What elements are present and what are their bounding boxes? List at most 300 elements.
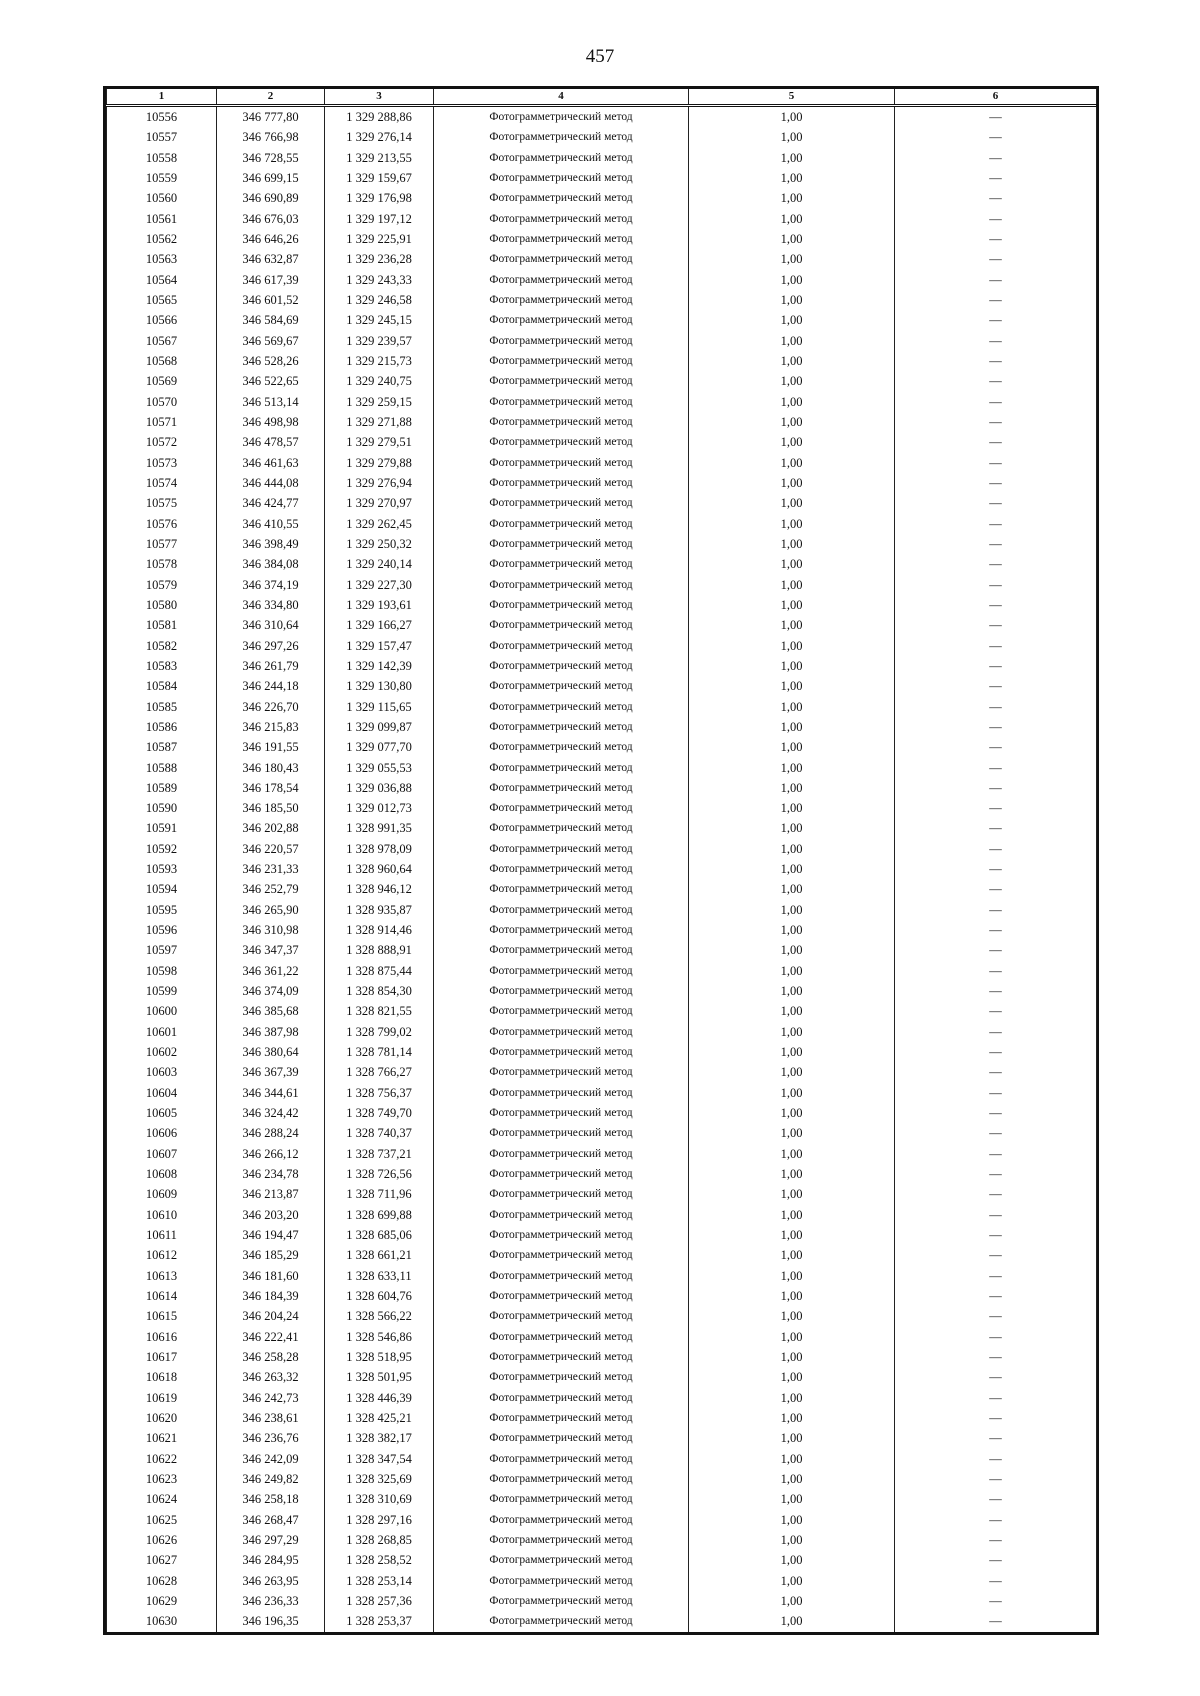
point-number-cell: 10621 (107, 1428, 217, 1448)
table-row (107, 1164, 1097, 1184)
accuracy-cell: 1,00 (689, 1266, 895, 1286)
note-cell: — (895, 1225, 1097, 1245)
x-coordinate-cell: 346 374,09 (217, 981, 325, 1001)
table-row (107, 1144, 1097, 1164)
method-cell: Фотограмметрический метод (434, 1245, 689, 1265)
x-coordinate-cell: 346 181,60 (217, 1266, 325, 1286)
table-row (107, 1408, 1097, 1428)
accuracy-cell: 1,00 (689, 1225, 895, 1245)
point-number-cell: 10606 (107, 1123, 217, 1143)
x-coordinate-cell: 346 424,77 (217, 493, 325, 513)
point-number-cell: 10597 (107, 940, 217, 960)
table-row (107, 839, 1097, 859)
accuracy-cell: 1,00 (689, 859, 895, 879)
y-coordinate-cell: 1 328 749,70 (325, 1103, 434, 1123)
point-number-cell: 10583 (107, 656, 217, 676)
accuracy-cell: 1,00 (689, 1510, 895, 1530)
note-cell: — (895, 1022, 1097, 1042)
method-cell: Фотограмметрический метод (434, 412, 689, 432)
table-row (107, 778, 1097, 798)
table-row (107, 961, 1097, 981)
method-cell: Фотограмметрический метод (434, 575, 689, 595)
method-cell: Фотограмметрический метод (434, 1266, 689, 1286)
x-coordinate-cell: 346 384,08 (217, 554, 325, 574)
method-cell: Фотограмметрический метод (434, 534, 689, 554)
x-coordinate-cell: 346 498,98 (217, 412, 325, 432)
accuracy-cell: 1,00 (689, 920, 895, 940)
x-coordinate-cell: 346 266,12 (217, 1144, 325, 1164)
x-coordinate-cell: 346 252,79 (217, 879, 325, 899)
accuracy-cell: 1,00 (689, 554, 895, 574)
y-coordinate-cell: 1 329 215,73 (325, 351, 434, 371)
accuracy-cell: 1,00 (689, 1428, 895, 1448)
method-cell: Фотограмметрический метод (434, 1083, 689, 1103)
table-row (107, 371, 1097, 391)
point-number-cell: 10622 (107, 1449, 217, 1469)
table-row (107, 493, 1097, 513)
method-cell: Фотограмметрический метод (434, 697, 689, 717)
point-number-cell: 10614 (107, 1286, 217, 1306)
y-coordinate-cell: 1 328 888,91 (325, 940, 434, 960)
accuracy-cell: 1,00 (689, 1408, 895, 1428)
note-cell: — (895, 1062, 1097, 1082)
table-body (107, 106, 1097, 1632)
y-coordinate-cell: 1 328 501,95 (325, 1367, 434, 1387)
point-number-cell: 10616 (107, 1327, 217, 1347)
table-row (107, 554, 1097, 574)
table-row (107, 676, 1097, 696)
table-row (107, 758, 1097, 778)
point-number-cell: 10578 (107, 554, 217, 574)
accuracy-cell: 1,00 (689, 839, 895, 859)
table-row (107, 392, 1097, 412)
x-coordinate-cell: 346 236,76 (217, 1428, 325, 1448)
y-coordinate-cell: 1 329 270,97 (325, 493, 434, 513)
note-cell: — (895, 1591, 1097, 1611)
note-cell: — (895, 534, 1097, 554)
x-coordinate-cell: 346 324,42 (217, 1103, 325, 1123)
point-number-cell: 10558 (107, 148, 217, 168)
accuracy-cell: 1,00 (689, 1489, 895, 1509)
note-cell: — (895, 879, 1097, 899)
point-number-cell: 10600 (107, 1001, 217, 1021)
point-number-cell: 10628 (107, 1571, 217, 1591)
point-number-cell: 10591 (107, 818, 217, 838)
method-cell: Фотограмметрический метод (434, 351, 689, 371)
method-cell: Фотограмметрический метод (434, 1022, 689, 1042)
y-coordinate-cell: 1 329 115,65 (325, 697, 434, 717)
point-number-cell: 10592 (107, 839, 217, 859)
method-cell: Фотограмметрический метод (434, 331, 689, 351)
method-cell: Фотограмметрический метод (434, 1001, 689, 1021)
note-cell: — (895, 392, 1097, 412)
note-cell: — (895, 473, 1097, 493)
x-coordinate-cell: 346 284,95 (217, 1550, 325, 1570)
point-number-cell: 10611 (107, 1225, 217, 1245)
method-cell: Фотограмметрический метод (434, 1327, 689, 1347)
table-row (107, 1611, 1097, 1631)
table-row (107, 106, 1097, 128)
point-number-cell: 10568 (107, 351, 217, 371)
point-number-cell: 10601 (107, 1022, 217, 1042)
x-coordinate-cell: 346 184,39 (217, 1286, 325, 1306)
accuracy-cell: 1,00 (689, 961, 895, 981)
table-row (107, 432, 1097, 452)
table-row (107, 920, 1097, 940)
y-coordinate-cell: 1 328 740,37 (325, 1123, 434, 1143)
accuracy-cell: 1,00 (689, 412, 895, 432)
method-cell: Фотограмметрический метод (434, 778, 689, 798)
y-coordinate-cell: 1 329 099,87 (325, 717, 434, 737)
x-coordinate-cell: 346 231,33 (217, 859, 325, 879)
y-coordinate-cell: 1 328 310,69 (325, 1489, 434, 1509)
point-number-cell: 10618 (107, 1367, 217, 1387)
note-cell: — (895, 1306, 1097, 1326)
y-coordinate-cell: 1 328 991,35 (325, 818, 434, 838)
note-cell: — (895, 1611, 1097, 1631)
method-cell: Фотограмметрический метод (434, 127, 689, 147)
point-number-cell: 10563 (107, 249, 217, 269)
coordinates-table (106, 89, 1097, 1632)
y-coordinate-cell: 1 328 711,96 (325, 1184, 434, 1204)
x-coordinate-cell: 346 196,35 (217, 1611, 325, 1631)
point-number-cell: 10615 (107, 1306, 217, 1326)
point-number-cell: 10559 (107, 168, 217, 188)
method-cell: Фотограмметрический метод (434, 554, 689, 574)
note-cell: — (895, 1103, 1097, 1123)
note-cell: — (895, 371, 1097, 391)
note-cell: — (895, 1042, 1097, 1062)
method-cell: Фотограмметрический метод (434, 1550, 689, 1570)
point-number-cell: 10575 (107, 493, 217, 513)
table-row (107, 1530, 1097, 1550)
point-number-cell: 10569 (107, 371, 217, 391)
x-coordinate-cell: 346 398,49 (217, 534, 325, 554)
x-coordinate-cell: 346 204,24 (217, 1306, 325, 1326)
method-cell: Фотограмметрический метод (434, 879, 689, 899)
note-cell: — (895, 1489, 1097, 1509)
column-header-5: 5 (689, 89, 895, 106)
accuracy-cell: 1,00 (689, 1469, 895, 1489)
note-cell: — (895, 106, 1097, 128)
y-coordinate-cell: 1 328 799,02 (325, 1022, 434, 1042)
accuracy-cell: 1,00 (689, 1591, 895, 1611)
point-number-cell: 10599 (107, 981, 217, 1001)
method-cell: Фотограмметрический метод (434, 473, 689, 493)
point-number-cell: 10588 (107, 758, 217, 778)
table-row (107, 1550, 1097, 1570)
x-coordinate-cell: 346 191,55 (217, 737, 325, 757)
point-number-cell: 10556 (107, 106, 217, 128)
point-number-cell: 10624 (107, 1489, 217, 1509)
accuracy-cell: 1,00 (689, 900, 895, 920)
accuracy-cell: 1,00 (689, 1184, 895, 1204)
y-coordinate-cell: 1 328 347,54 (325, 1449, 434, 1469)
x-coordinate-cell: 346 234,78 (217, 1164, 325, 1184)
point-number-cell: 10557 (107, 127, 217, 147)
y-coordinate-cell: 1 329 077,70 (325, 737, 434, 757)
accuracy-cell: 1,00 (689, 1550, 895, 1570)
accuracy-cell: 1,00 (689, 270, 895, 290)
note-cell: — (895, 1408, 1097, 1428)
note-cell: — (895, 940, 1097, 960)
x-coordinate-cell: 346 242,09 (217, 1449, 325, 1469)
point-number-cell: 10610 (107, 1205, 217, 1225)
x-coordinate-cell: 346 222,41 (217, 1327, 325, 1347)
y-coordinate-cell: 1 328 821,55 (325, 1001, 434, 1021)
note-cell: — (895, 1001, 1097, 1021)
point-number-cell: 10595 (107, 900, 217, 920)
method-cell: Фотограмметрический метод (434, 188, 689, 208)
note-cell: — (895, 290, 1097, 310)
method-cell: Фотограмметрический метод (434, 940, 689, 960)
method-cell: Фотограмметрический метод (434, 717, 689, 737)
table-row (107, 1103, 1097, 1123)
x-coordinate-cell: 346 385,68 (217, 1001, 325, 1021)
y-coordinate-cell: 1 329 225,91 (325, 229, 434, 249)
accuracy-cell: 1,00 (689, 453, 895, 473)
x-coordinate-cell: 346 265,90 (217, 900, 325, 920)
table-header (107, 89, 1097, 106)
table-row (107, 290, 1097, 310)
accuracy-cell: 1,00 (689, 1022, 895, 1042)
table-row (107, 331, 1097, 351)
method-cell: Фотограмметрический метод (434, 1184, 689, 1204)
table-row (107, 1225, 1097, 1245)
table-row (107, 351, 1097, 371)
method-cell: Фотограмметрический метод (434, 229, 689, 249)
y-coordinate-cell: 1 329 262,45 (325, 514, 434, 534)
x-coordinate-cell: 346 310,98 (217, 920, 325, 940)
x-coordinate-cell: 346 513,14 (217, 392, 325, 412)
note-cell: — (895, 412, 1097, 432)
method-cell: Фотограмметрический метод (434, 1591, 689, 1611)
accuracy-cell: 1,00 (689, 818, 895, 838)
note-cell: — (895, 1428, 1097, 1448)
accuracy-cell: 1,00 (689, 331, 895, 351)
point-number-cell: 10587 (107, 737, 217, 757)
accuracy-cell: 1,00 (689, 1083, 895, 1103)
x-coordinate-cell: 346 310,64 (217, 615, 325, 635)
x-coordinate-cell: 346 297,26 (217, 636, 325, 656)
table-row (107, 636, 1097, 656)
accuracy-cell: 1,00 (689, 209, 895, 229)
table-row (107, 1306, 1097, 1326)
y-coordinate-cell: 1 329 259,15 (325, 392, 434, 412)
x-coordinate-cell: 346 380,64 (217, 1042, 325, 1062)
accuracy-cell: 1,00 (689, 1042, 895, 1062)
accuracy-cell: 1,00 (689, 473, 895, 493)
table-row (107, 575, 1097, 595)
y-coordinate-cell: 1 328 253,14 (325, 1571, 434, 1591)
method-cell: Фотограмметрический метод (434, 1286, 689, 1306)
point-number-cell: 10580 (107, 595, 217, 615)
method-cell: Фотограмметрический метод (434, 839, 689, 859)
note-cell: — (895, 778, 1097, 798)
table-row (107, 188, 1097, 208)
note-cell: — (895, 1184, 1097, 1204)
y-coordinate-cell: 1 329 012,73 (325, 798, 434, 818)
y-coordinate-cell: 1 329 193,61 (325, 595, 434, 615)
x-coordinate-cell: 346 185,50 (217, 798, 325, 818)
method-cell: Фотограмметрический метод (434, 981, 689, 1001)
x-coordinate-cell: 346 347,37 (217, 940, 325, 960)
method-cell: Фотограмметрический метод (434, 595, 689, 615)
accuracy-cell: 1,00 (689, 676, 895, 696)
method-cell: Фотограмметрический метод (434, 1042, 689, 1062)
table-row (107, 127, 1097, 147)
note-cell: — (895, 717, 1097, 737)
y-coordinate-cell: 1 328 737,21 (325, 1144, 434, 1164)
y-coordinate-cell: 1 329 197,12 (325, 209, 434, 229)
table-row (107, 737, 1097, 757)
accuracy-cell: 1,00 (689, 1449, 895, 1469)
y-coordinate-cell: 1 329 279,51 (325, 432, 434, 452)
accuracy-cell: 1,00 (689, 1205, 895, 1225)
accuracy-cell: 1,00 (689, 697, 895, 717)
note-cell: — (895, 1266, 1097, 1286)
point-number-cell: 10626 (107, 1530, 217, 1550)
point-number-cell: 10576 (107, 514, 217, 534)
accuracy-cell: 1,00 (689, 1347, 895, 1367)
accuracy-cell: 1,00 (689, 188, 895, 208)
y-coordinate-cell: 1 328 382,17 (325, 1428, 434, 1448)
method-cell: Фотограмметрический метод (434, 1225, 689, 1245)
accuracy-cell: 1,00 (689, 371, 895, 391)
accuracy-cell: 1,00 (689, 1530, 895, 1550)
x-coordinate-cell: 346 584,69 (217, 310, 325, 330)
point-number-cell: 10586 (107, 717, 217, 737)
accuracy-cell: 1,00 (689, 1164, 895, 1184)
method-cell: Фотограмметрический метод (434, 1489, 689, 1509)
y-coordinate-cell: 1 328 425,21 (325, 1408, 434, 1428)
table-row (107, 1449, 1097, 1469)
note-cell: — (895, 351, 1097, 371)
note-cell: — (895, 1083, 1097, 1103)
header-row (107, 89, 1097, 106)
note-cell: — (895, 453, 1097, 473)
point-number-cell: 10589 (107, 778, 217, 798)
note-cell: — (895, 697, 1097, 717)
table-row (107, 1388, 1097, 1408)
x-coordinate-cell: 346 244,18 (217, 676, 325, 696)
table-row (107, 1245, 1097, 1265)
note-cell: — (895, 493, 1097, 513)
column-header-3: 3 (325, 89, 434, 106)
x-coordinate-cell: 346 238,61 (217, 1408, 325, 1428)
y-coordinate-cell: 1 328 253,37 (325, 1611, 434, 1631)
table-row (107, 615, 1097, 635)
x-coordinate-cell: 346 777,80 (217, 106, 325, 128)
table-row (107, 1327, 1097, 1347)
point-number-cell: 10593 (107, 859, 217, 879)
x-coordinate-cell: 346 202,88 (217, 818, 325, 838)
table-row (107, 1367, 1097, 1387)
method-cell: Фотограмметрический метод (434, 1062, 689, 1082)
table-row (107, 412, 1097, 432)
table-row (107, 940, 1097, 960)
x-coordinate-cell: 346 263,32 (217, 1367, 325, 1387)
method-cell: Фотограмметрический метод (434, 1367, 689, 1387)
accuracy-cell: 1,00 (689, 1611, 895, 1631)
note-cell: — (895, 1469, 1097, 1489)
method-cell: Фотограмметрический метод (434, 310, 689, 330)
note-cell: — (895, 900, 1097, 920)
method-cell: Фотограмметрический метод (434, 106, 689, 128)
method-cell: Фотограмметрический метод (434, 961, 689, 981)
point-number-cell: 10561 (107, 209, 217, 229)
table-row (107, 310, 1097, 330)
y-coordinate-cell: 1 328 766,27 (325, 1062, 434, 1082)
y-coordinate-cell: 1 329 279,88 (325, 453, 434, 473)
method-cell: Фотограмметрический метод (434, 1164, 689, 1184)
accuracy-cell: 1,00 (689, 1306, 895, 1326)
method-cell: Фотограмметрический метод (434, 392, 689, 412)
y-coordinate-cell: 1 328 699,88 (325, 1205, 434, 1225)
coordinates-table-frame (103, 86, 1099, 1635)
note-cell: — (895, 656, 1097, 676)
point-number-cell: 10590 (107, 798, 217, 818)
y-coordinate-cell: 1 329 227,30 (325, 575, 434, 595)
y-coordinate-cell: 1 329 240,75 (325, 371, 434, 391)
point-number-cell: 10570 (107, 392, 217, 412)
table-row (107, 209, 1097, 229)
note-cell: — (895, 595, 1097, 615)
note-cell: — (895, 1388, 1097, 1408)
accuracy-cell: 1,00 (689, 737, 895, 757)
x-coordinate-cell: 346 361,22 (217, 961, 325, 981)
column-header-6: 6 (895, 89, 1097, 106)
accuracy-cell: 1,00 (689, 778, 895, 798)
y-coordinate-cell: 1 328 546,86 (325, 1327, 434, 1347)
y-coordinate-cell: 1 328 875,44 (325, 961, 434, 981)
method-cell: Фотограмметрический метод (434, 1408, 689, 1428)
accuracy-cell: 1,00 (689, 127, 895, 147)
method-cell: Фотограмметрический метод (434, 900, 689, 920)
note-cell: — (895, 554, 1097, 574)
x-coordinate-cell: 346 387,98 (217, 1022, 325, 1042)
y-coordinate-cell: 1 328 781,14 (325, 1042, 434, 1062)
note-cell: — (895, 615, 1097, 635)
column-header-1: 1 (107, 89, 217, 106)
x-coordinate-cell: 346 178,54 (217, 778, 325, 798)
method-cell: Фотограмметрический метод (434, 818, 689, 838)
x-coordinate-cell: 346 690,89 (217, 188, 325, 208)
accuracy-cell: 1,00 (689, 1245, 895, 1265)
x-coordinate-cell: 346 268,47 (217, 1510, 325, 1530)
x-coordinate-cell: 346 213,87 (217, 1184, 325, 1204)
method-cell: Фотограмметрический метод (434, 1144, 689, 1164)
y-coordinate-cell: 1 329 130,80 (325, 676, 434, 696)
y-coordinate-cell: 1 328 685,06 (325, 1225, 434, 1245)
method-cell: Фотограмметрический метод (434, 1510, 689, 1530)
x-coordinate-cell: 346 699,15 (217, 168, 325, 188)
method-cell: Фотограмметрический метод (434, 453, 689, 473)
method-cell: Фотограмметрический метод (434, 676, 689, 696)
note-cell: — (895, 1144, 1097, 1164)
point-number-cell: 10594 (107, 879, 217, 899)
table-row (107, 859, 1097, 879)
method-cell: Фотограмметрический метод (434, 1205, 689, 1225)
x-coordinate-cell: 346 478,57 (217, 432, 325, 452)
x-coordinate-cell: 346 632,87 (217, 249, 325, 269)
x-coordinate-cell: 346 288,24 (217, 1123, 325, 1143)
x-coordinate-cell: 346 185,29 (217, 1245, 325, 1265)
x-coordinate-cell: 346 180,43 (217, 758, 325, 778)
note-cell: — (895, 249, 1097, 269)
y-coordinate-cell: 1 328 258,52 (325, 1550, 434, 1570)
accuracy-cell: 1,00 (689, 940, 895, 960)
